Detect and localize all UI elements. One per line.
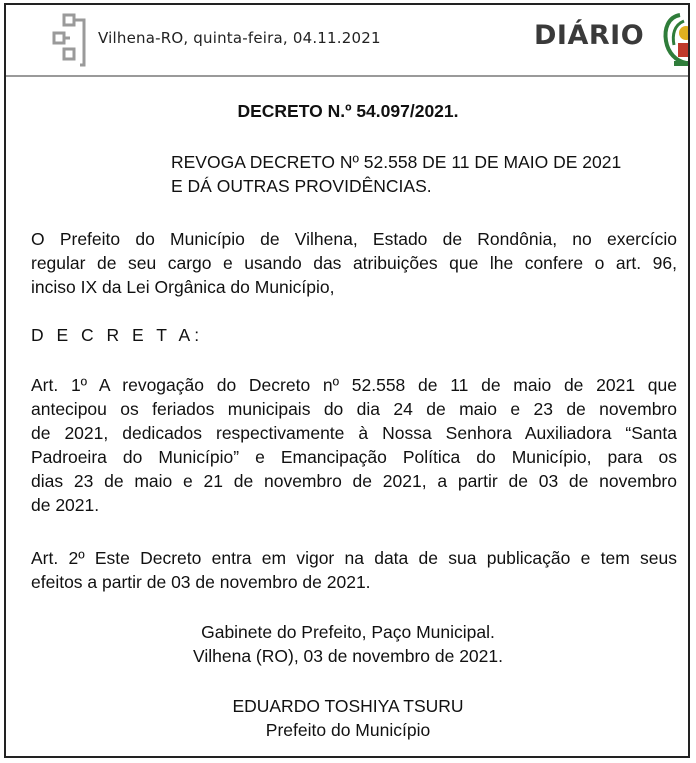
article-2 <box>31 546 677 594</box>
header-dateline: Vilhena-RO, quinta-feira, 04.11.2021 <box>98 29 381 47</box>
signatory-role: Prefeito do Município <box>265 720 431 740</box>
intro-paragraph <box>31 227 677 299</box>
article-2-line: Art. 2º Este Decreto entra em vigor na data de sua publicação e tem seus <box>31 548 677 568</box>
place-line: Gabinete do Prefeito, Paço Municipal. <box>201 622 495 642</box>
signatory-name: EDUARDO TOSHIYA TSURU <box>232 696 464 716</box>
decreta-text: D E C R E T A: <box>31 325 204 345</box>
decree-title: DECRETO N.º 54.097/2021. <box>237 101 459 121</box>
place-and-date <box>0 620 696 668</box>
article-1 <box>31 373 677 517</box>
intro-line: regular de seu cargo e usando das atribuições que lhe confere o art. 96, <box>31 253 677 273</box>
article-1-line: Art. 1º A revogação do Decreto nº 52.558 de 11 de maio de 2021 que <box>31 375 677 395</box>
newspaper-header <box>6 5 688 77</box>
ementa-line: REVOGA DECRETO Nº 52.558 DE 11 DE MAIO DE 2021 <box>171 152 622 172</box>
intro-line: inciso IX da Lei Orgânica do Município, <box>31 277 335 297</box>
article-2-line: efeitos a partir de 03 de novembro de 2021. <box>31 572 371 592</box>
coat-of-arms-icon <box>658 7 688 71</box>
date-line: Vilhena (RO), 03 de novembro de 2021. <box>192 646 503 666</box>
decreta-heading <box>31 323 677 347</box>
decree-ementa <box>171 150 681 198</box>
header-ornament-icon <box>50 11 90 69</box>
article-1-line: de 2021. <box>31 495 100 515</box>
intro-line: O Prefeito do Município de Vilhena, Estado de Rondônia, no exercício <box>31 229 677 249</box>
article-1-line: antecipou os feriados municipais do dia 24 de maio e 23 de novembro <box>31 399 677 419</box>
signature-block <box>0 694 696 742</box>
article-1-line: dias 23 de maio e 21 de novembro de 2021, a partir de 03 de novembro <box>31 471 677 491</box>
newspaper-brand: DIÁRIO <box>534 20 645 51</box>
ementa-line: E DÁ OUTRAS PROVIDÊNCIAS. <box>171 176 432 196</box>
article-1-line: Padroeira do Município” e Emancipação Política do Município, para os <box>31 447 677 467</box>
article-1-line: de 2021, dedicados respectivamente à Nossa Senhora Auxiliadora “Santa <box>31 423 677 443</box>
